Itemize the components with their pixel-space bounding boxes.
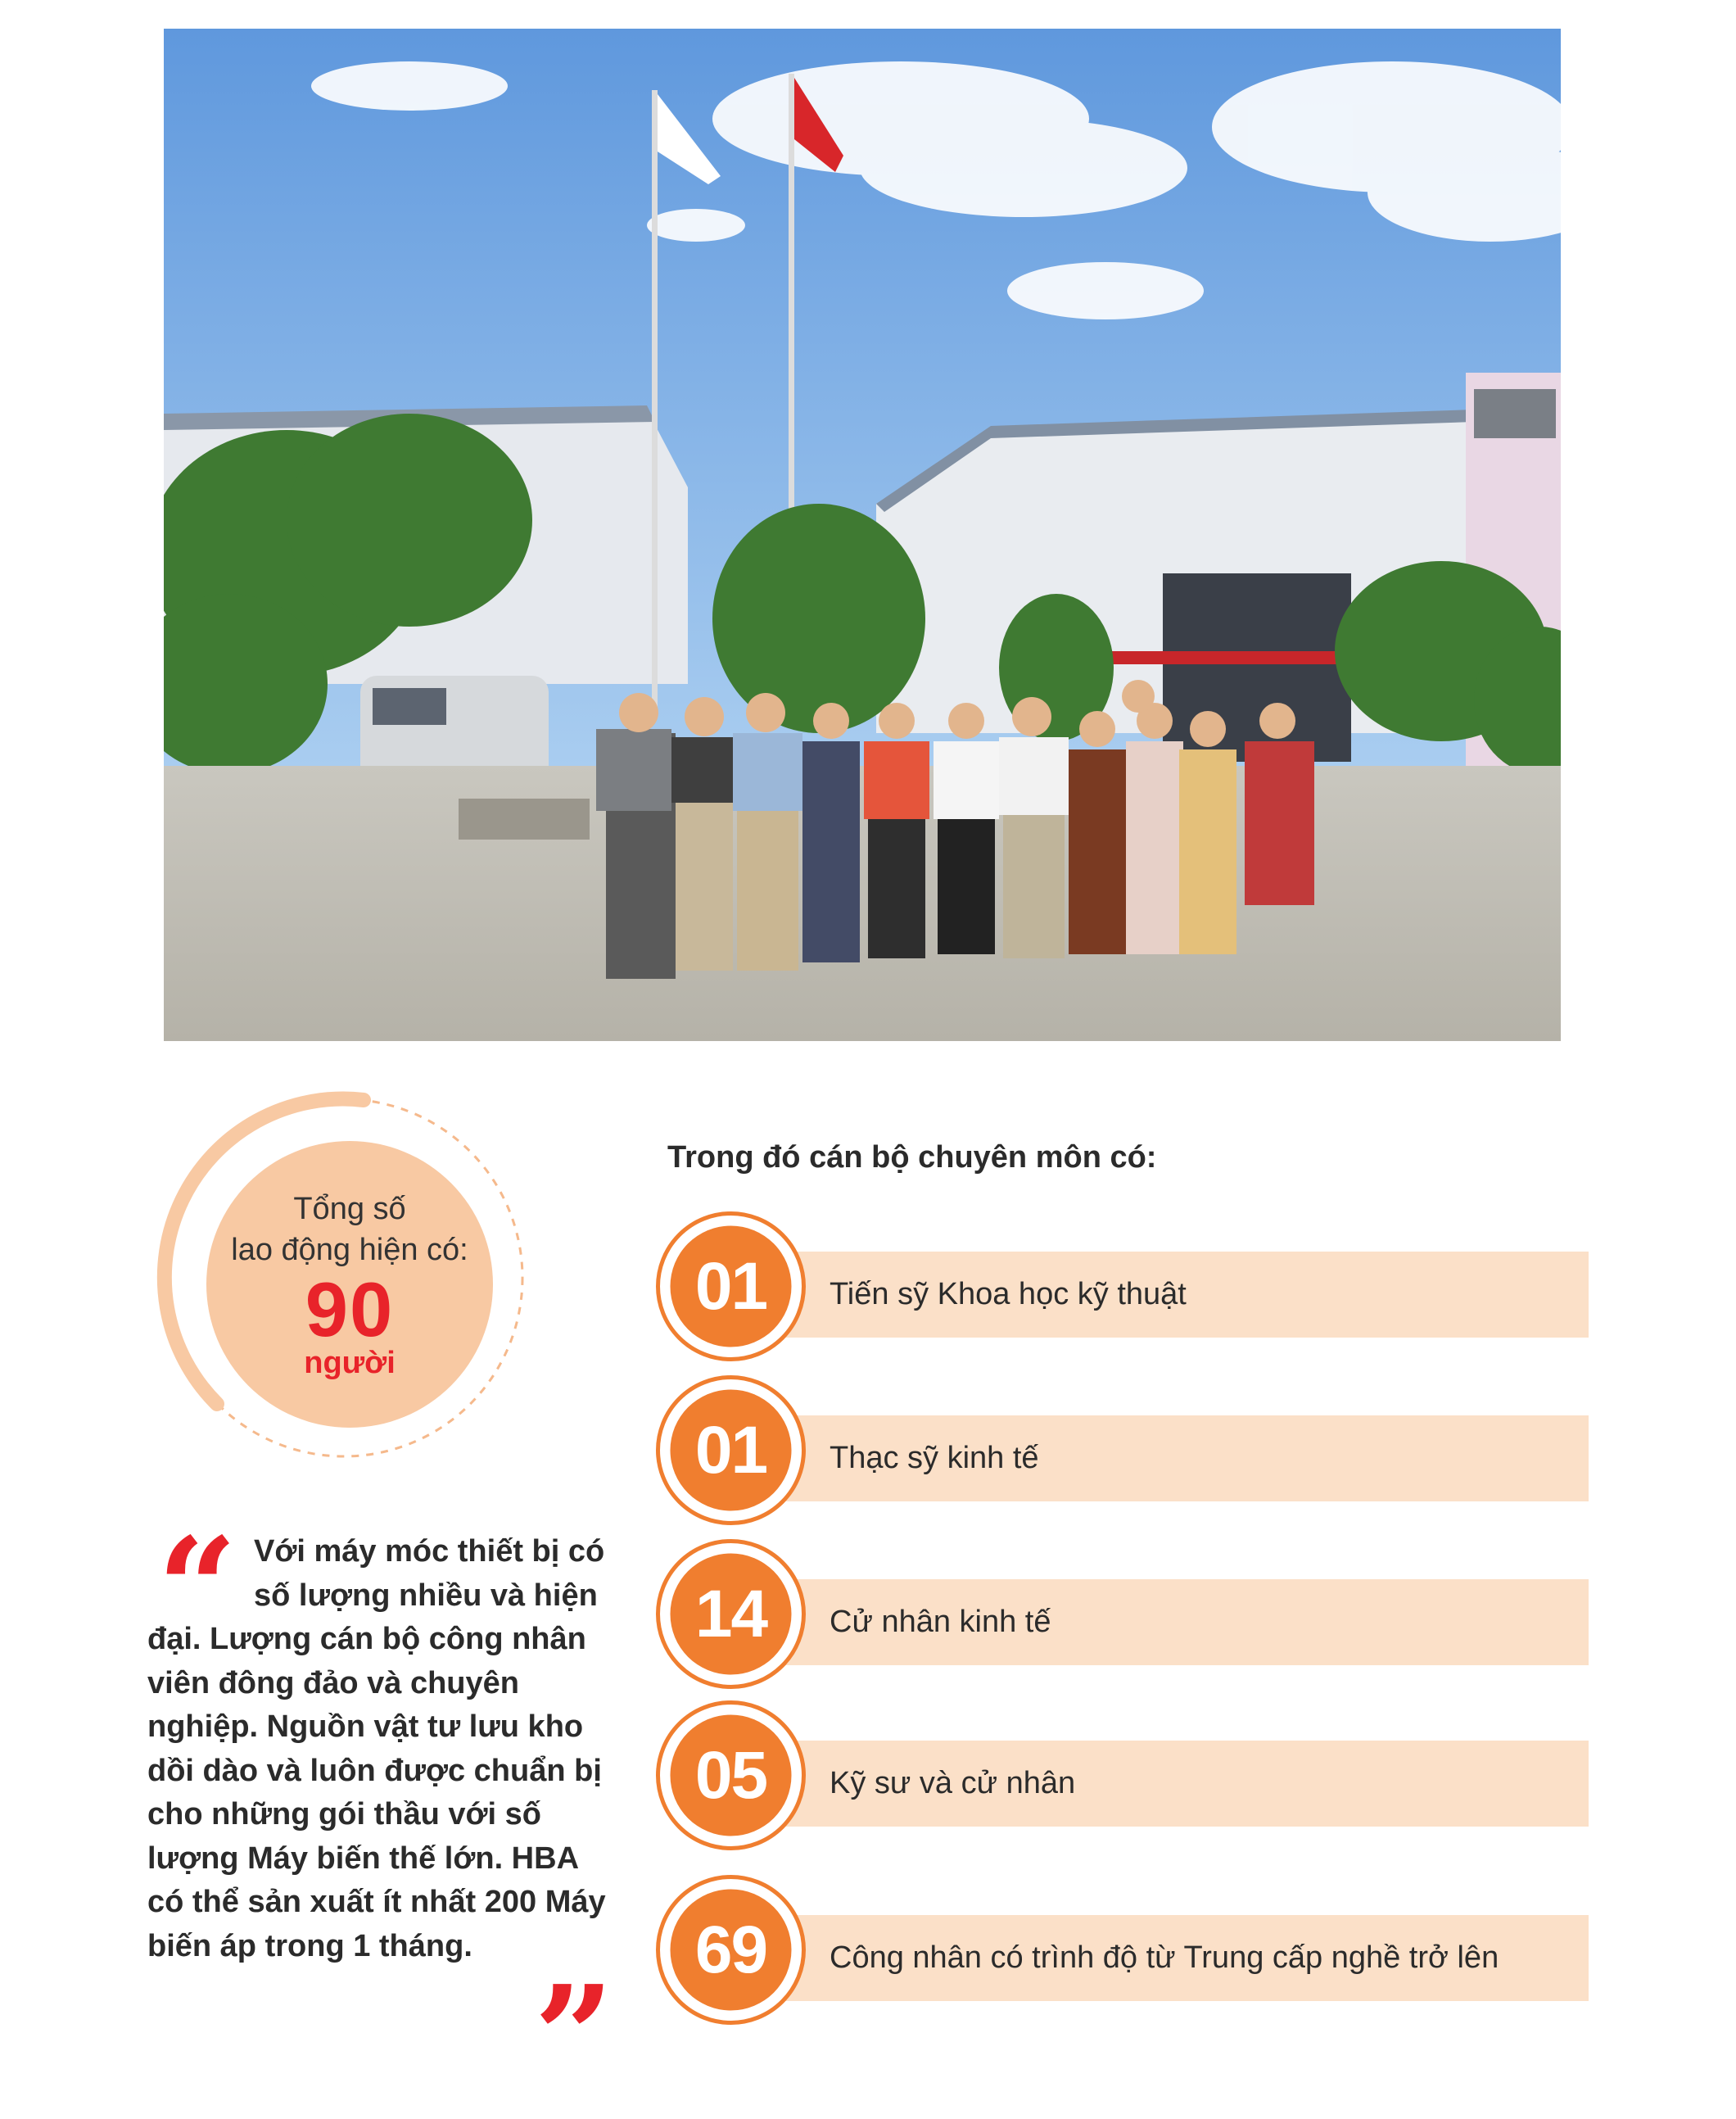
stat-line1: Tổng số [293, 1192, 406, 1226]
list-item-label: Tiến sỹ Khoa học kỹ thuật [830, 1277, 1187, 1311]
list-item-number: 05 [694, 1738, 767, 1813]
quote-open-icon: “ [157, 1507, 237, 1671]
list-item [655, 1538, 1589, 1690]
list-item-number: 69 [694, 1913, 767, 1987]
list-heading: Trong đó cán bộ chuyên môn có: [667, 1140, 1157, 1175]
total-workers-stat [206, 1141, 493, 1428]
stat-unit: người [304, 1346, 396, 1380]
list-item-label: Cử nhân kinh tế [830, 1605, 1051, 1639]
list-item-number: 01 [694, 1249, 767, 1324]
list-item-label: Công nhân có trình độ từ Trung cấp nghề trở lên [830, 1940, 1499, 1975]
list-item [655, 1211, 1589, 1362]
list-item [655, 1700, 1589, 1851]
quote-close-icon: ” [534, 1955, 614, 2119]
list-item-number: 14 [694, 1577, 767, 1651]
factory-group-photo [164, 29, 1561, 1041]
list-item-label: Kỹ sư và cử nhân [830, 1766, 1076, 1800]
quote-text: Với máy móc thiết bị có số lượng nhiều và hiện đại. Lượng cán bộ công nhân viên đông đảo và chuyên nghiệp. Nguồn vật tư lưu kho dồi dào và luôn được chuẩn bị cho những gói thầu với số lượng Máy biến thế lớn. HBA có thể sản xuất ít nhất 200 Máy biến áp trong 1 tháng. [147, 1534, 606, 1963]
list-item [655, 1874, 1589, 2026]
list-item-label: Thạc sỹ kinh tế [830, 1441, 1039, 1475]
list-item [655, 1374, 1589, 1526]
stat-line2: lao động hiện có: [231, 1233, 468, 1267]
list-item-number: 01 [694, 1413, 767, 1487]
photo-illustration [164, 29, 1561, 1041]
stat-number: 90 [305, 1266, 395, 1352]
